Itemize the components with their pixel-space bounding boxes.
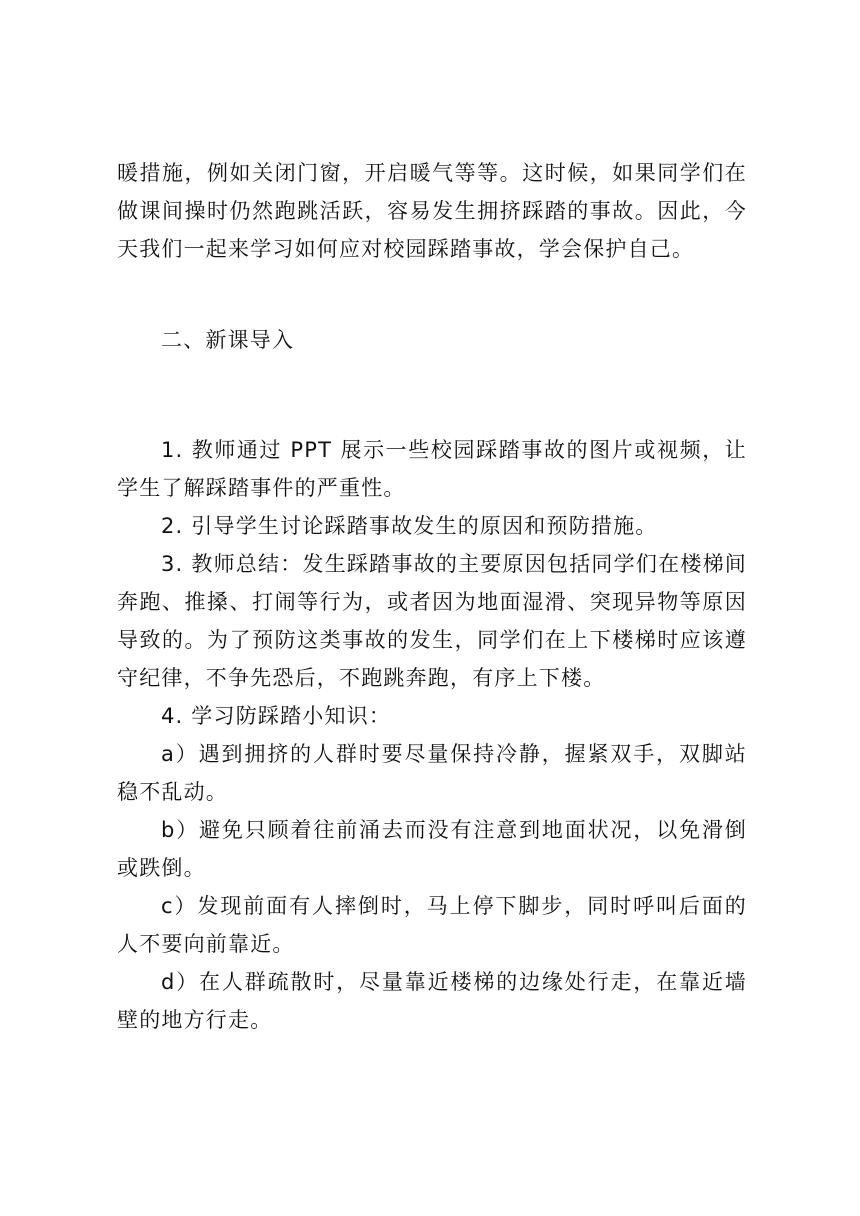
list-item: 1. 教师通过 PPT 展示一些校园踩踏事故的图片或视频，让学生了解踩踏事件的严重性。 (117, 438, 747, 500)
lesson-list (117, 431, 747, 1039)
list-item: 3. 教师总结：发生踩踏事故的主要原因包括同学们在楼梯间奔跑、推搡、打闹等行为，或者因为地面湿滑、突现异物等原因导致的。为了预防这类事故的发生，同学们在上下楼梯时应该遵守纪律，不争先恐后，不跑跳奔跑，有序上下楼。 (117, 552, 747, 690)
list-item: 4. 学习防踩踏小知识： (161, 704, 392, 728)
list-item: 2. 引导学生讨论踩踏事故发生的原因和预防措施。 (161, 514, 658, 538)
heading-section (117, 321, 747, 359)
intro-paragraph: 暖措施，例如关闭门窗，开启暖气等等。这时候，如果同学们在做课间操时仍然跑跳活跃，容易发生拥挤踩踏的事故。因此，今天我们一起来学习如何应对校园踩踏事故，学会保护自己。 (117, 161, 747, 261)
section-heading: 二、新课导入 (161, 328, 295, 352)
list-item: a）遇到拥挤的人群时要尽量保持冷静，握紧双手，双脚站稳不乱动。 (117, 742, 747, 804)
intro-section (117, 154, 747, 268)
list-item: d）在人群疏散时，尽量靠近楼梯的边缘处行走，在靠近墙壁的地方行走。 (117, 970, 747, 1032)
list-item: c）发现前面有人摔倒时，马上停下脚步，同时呼叫后面的人不要向前靠近。 (117, 894, 747, 956)
list-item: b）避免只顾着往前涌去而没有注意到地面状况，以免滑倒或跌倒。 (117, 818, 747, 880)
